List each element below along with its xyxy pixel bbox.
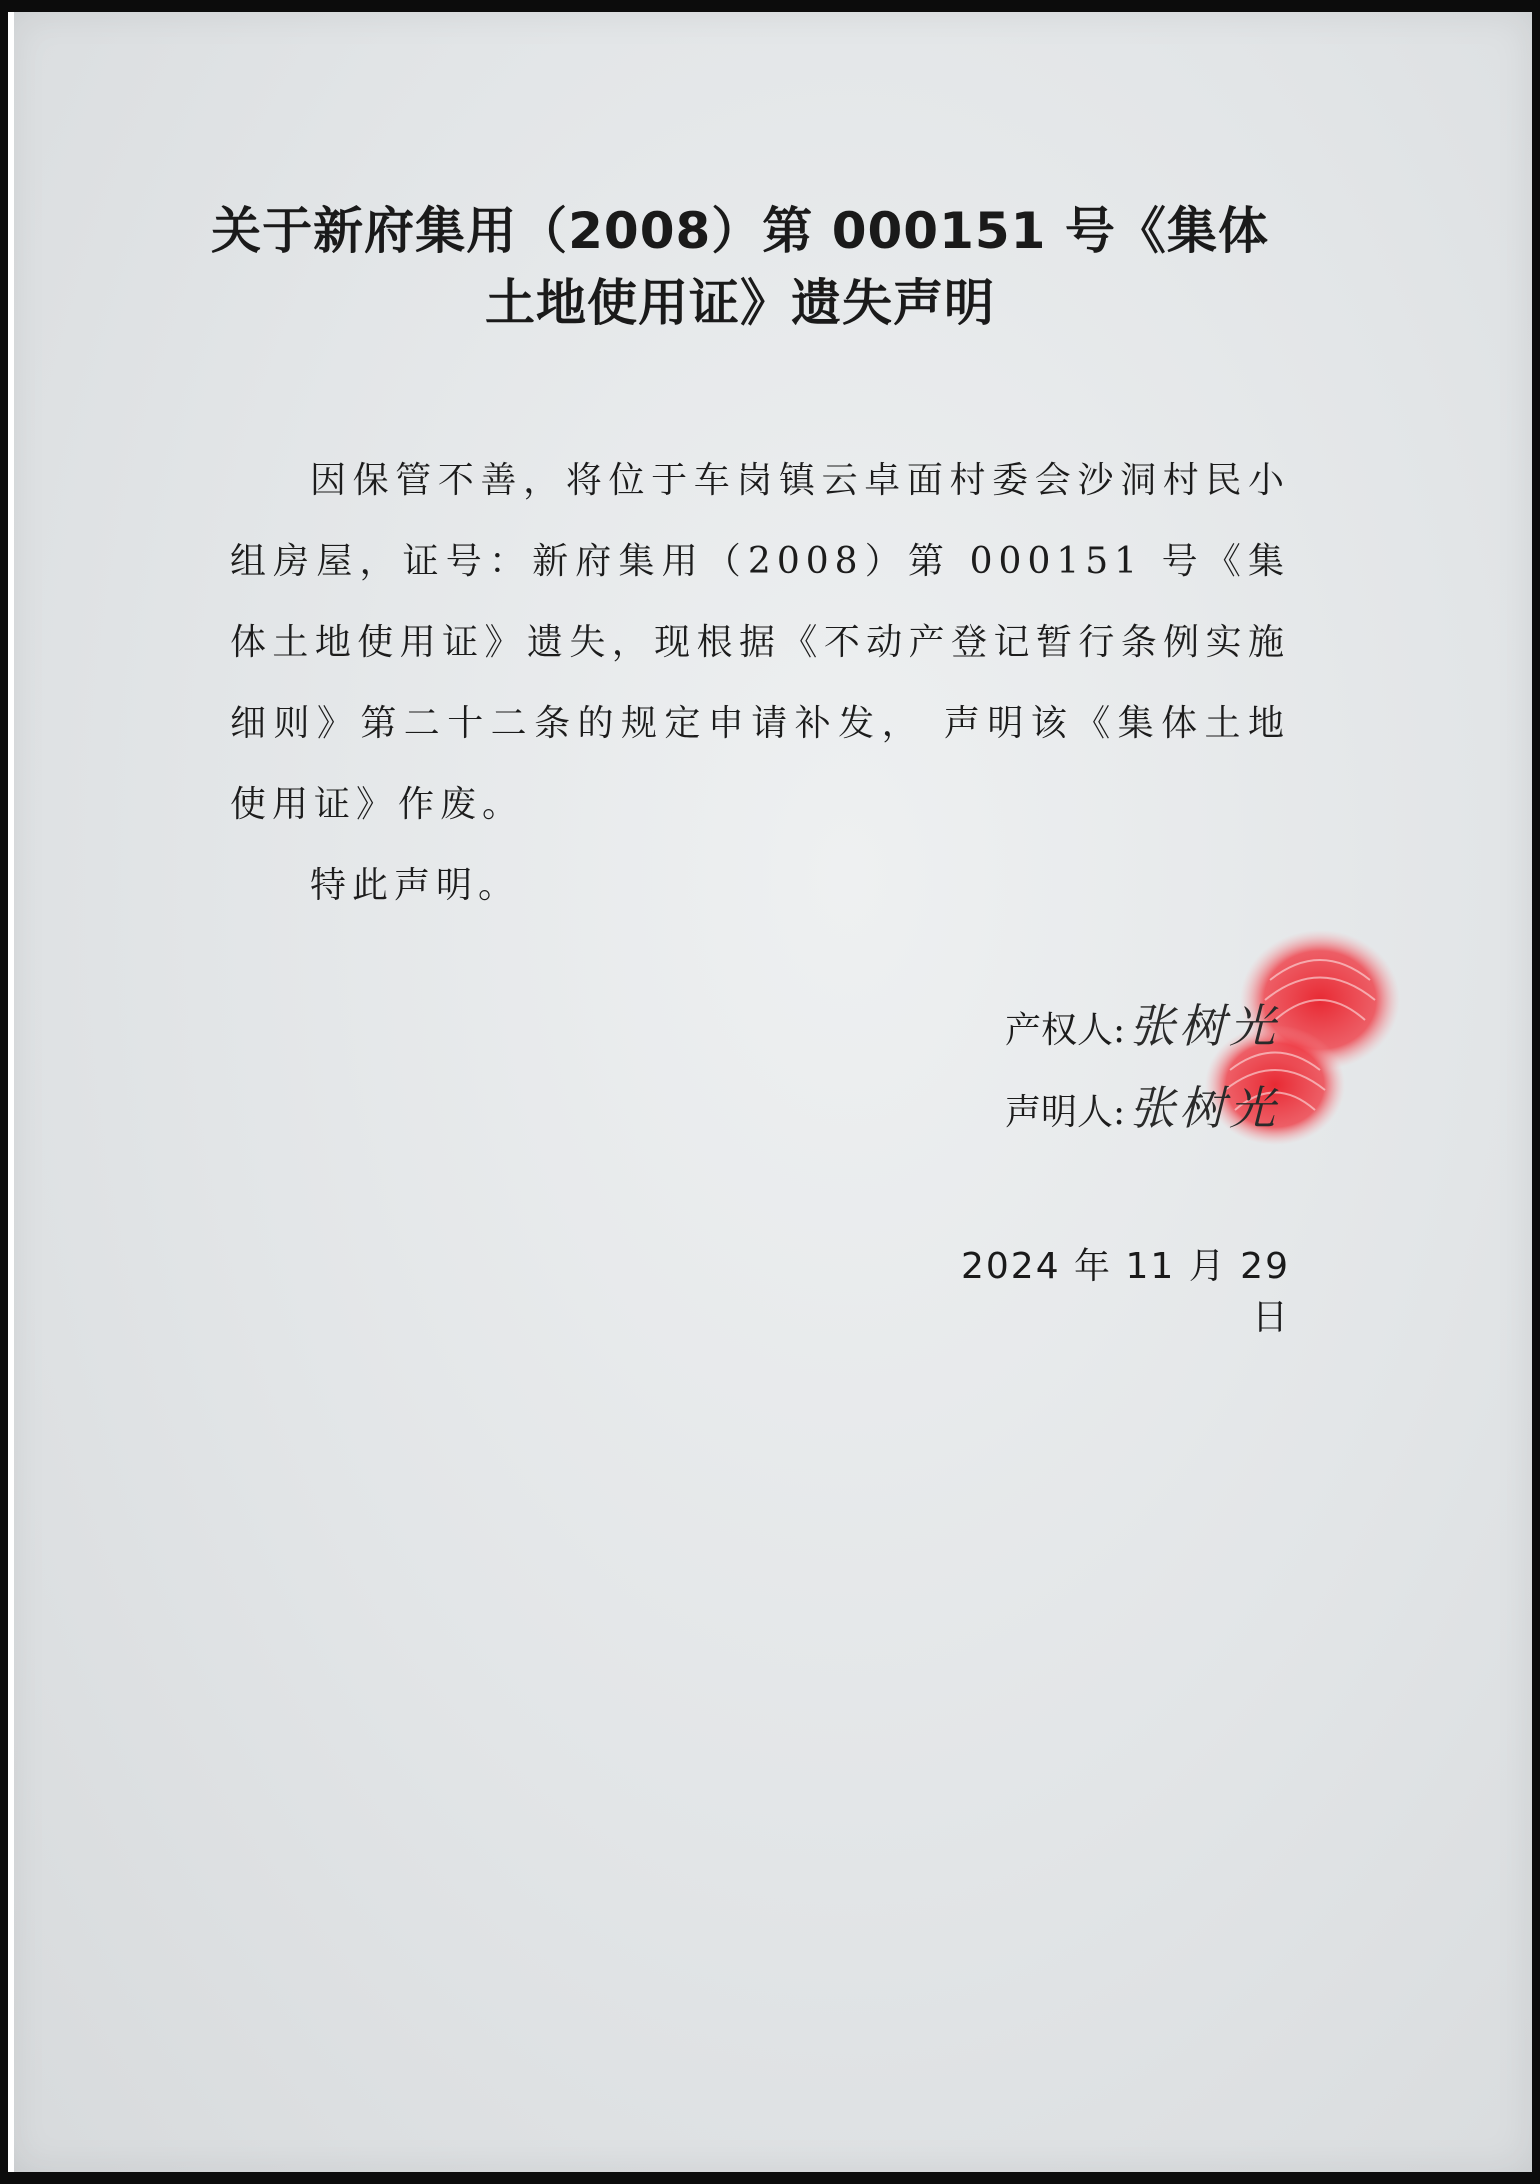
declaration-paragraph: 因保管不善，将位于车岗镇云卓面村委会沙洞村民小组房屋，证号：新府集用（2008）第 000151 号《集体土地使用证》遗失，现根据《不动产登记暂行条例实施细则》第二十二条的规定申请补发， 声明该《集体土地使用证》作废。 xyxy=(230,460,1290,825)
declarer-handwritten-signature: 张树光 xyxy=(1129,1081,1280,1135)
document-date: 2024 年 11 月 29 日 xyxy=(960,1246,1290,1338)
declarer-row xyxy=(1005,1072,1279,1138)
paper-left-edge xyxy=(8,12,14,2172)
owner-handwritten-signature: 张树光 xyxy=(1129,999,1280,1053)
owner-row xyxy=(1005,990,1279,1056)
title-line-1: 关于新府集用（2008）第 000151 号《集体 xyxy=(211,202,1269,260)
owner-label: 产权人: xyxy=(1005,1010,1126,1051)
document-title xyxy=(170,195,1310,339)
closing-line: 特此声明。 xyxy=(310,865,521,906)
title-line-2: 土地使用证》遗失声明 xyxy=(485,274,995,332)
declarer-label: 声明人: xyxy=(1005,1092,1126,1133)
document-body xyxy=(230,440,1290,926)
